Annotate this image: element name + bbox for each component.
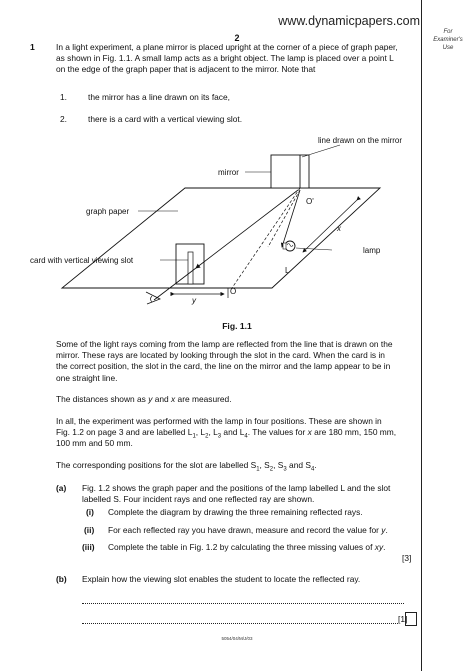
lamp-base-icon <box>283 243 286 249</box>
paragraph-1 <box>56 339 418 384</box>
note-2-text: there is a card with a vertical viewing slot. <box>88 114 243 124</box>
label-lamp: lamp <box>363 246 381 255</box>
examiner-line-1: For <box>443 29 453 35</box>
page-number: 2 <box>234 33 240 43</box>
para1-line-3: the correct position, the slot in the card, the line on the mirror and the lamp appear to be in <box>56 361 391 372</box>
paragraph-3 <box>56 416 418 450</box>
viewing-slot <box>188 252 193 284</box>
part-a-label: (a) <box>56 483 67 493</box>
mirror <box>271 155 309 188</box>
graph-paper-outline <box>62 188 380 288</box>
footer-code: 5054/04/M/J/03 <box>221 636 253 641</box>
part-a-i-label: (i) <box>86 507 94 517</box>
label-x: x <box>337 224 341 233</box>
lamp-bulb-icon <box>285 241 295 251</box>
dashed-ray-to-lamp <box>268 190 300 247</box>
part-a-iii-text: Complete the table in Fig. 1.2 by calculating the three missing values of xy. <box>108 542 386 552</box>
eye-pupil-icon <box>151 296 153 302</box>
part-b-text: Explain how the viewing slot enables the student to locate the reflected ray. <box>82 574 361 584</box>
x-dimension-arrow <box>303 200 357 252</box>
para3-line-1: In all, the experiment was performed with the lamp in four positions. These are shown in <box>56 416 382 426</box>
part-a-line-1: Fig. 1.2 shows the graph paper and the positions of the lamp labelled L and the slot <box>82 483 391 493</box>
part-b-mark: [1] <box>398 614 408 624</box>
examiner-line-3: Use <box>442 45 454 51</box>
answer-line-2[interactable] <box>82 622 398 624</box>
label-y: y <box>192 296 196 305</box>
para1-line-4: one straight line. <box>56 372 118 383</box>
note-2-number: 2. <box>60 114 67 124</box>
eye-icon <box>146 292 160 304</box>
figure-title: Fig. 1.1 <box>222 321 252 331</box>
para3-line-3: 100 mm and 50 mm. <box>56 438 133 449</box>
part-a-i-text: Complete the diagram by drawing the three remaining reflected rays. <box>108 507 363 517</box>
label-graph-paper: graph paper <box>86 207 130 216</box>
intro-line-2: as shown in Fig. 1.1. A small lamp acts as a bright object. The lamp is placed over a point L <box>56 53 394 64</box>
part-a-text <box>82 483 418 505</box>
para1-line-1: Some of the light rays coming from the lamp are reflected from the line that is drawn on the <box>56 339 393 349</box>
note-1-text: the mirror has a line drawn on its face, <box>88 92 230 102</box>
header-website: www.dynamicpapers.com <box>278 14 420 28</box>
part-a-ii-label: (ii) <box>84 525 95 535</box>
reflected-ray <box>196 190 298 268</box>
normal-dashed-line <box>232 188 300 288</box>
incident-ray <box>282 190 300 247</box>
para1-line-2: mirror. These rays are located by looking through the slot in the card. When the card is in <box>56 350 385 361</box>
label-O: O <box>230 287 237 296</box>
paragraph-4: The corresponding positions for the slot are labelled $S_1$, $S_2$, $S_3$ and $S_4$. <box>56 460 317 473</box>
intro-line-1: In a light experiment, a plane mirror is placed upright at the corner of a piece of graph paper, <box>56 42 398 52</box>
paragraph-2: The distances shown as y and x are measured. <box>56 394 232 404</box>
question-number: 1 <box>30 42 35 52</box>
label-mirror: mirror <box>218 168 239 177</box>
label-line-on-mirror: line drawn on the mirror <box>318 136 403 145</box>
part-b-label: (b) <box>56 574 67 584</box>
para3-line-2: Fig. 1.2 on page 3 and are labelled $L_1$, $L_2$, $L_3$ and $L_4$. The values for x are 180 mm, 150 mm, <box>56 427 397 440</box>
part-a-line-2: labelled S. Four incident rays and one reflected ray are shown. <box>82 494 315 505</box>
examiner-mark-box <box>405 612 417 626</box>
part-a-mark: [3] <box>402 553 412 563</box>
label-L: L <box>285 266 290 275</box>
note-1-number: 1. <box>60 92 67 102</box>
label-o-prime: O' <box>306 197 314 206</box>
label-card: card with vertical viewing slot <box>30 256 134 265</box>
examiner-line-2: Examiner's <box>433 37 463 43</box>
part-a-iii-label: (iii) <box>82 542 95 552</box>
mirror-line-leader-line <box>302 145 340 157</box>
answer-line-1[interactable] <box>82 602 404 604</box>
intro-line-3: on the edge of the graph paper that is adjacent to the mirror. Note that <box>56 64 316 75</box>
part-a-ii-text: For each reflected ray you have drawn, measure and record the value for y. <box>108 525 388 535</box>
